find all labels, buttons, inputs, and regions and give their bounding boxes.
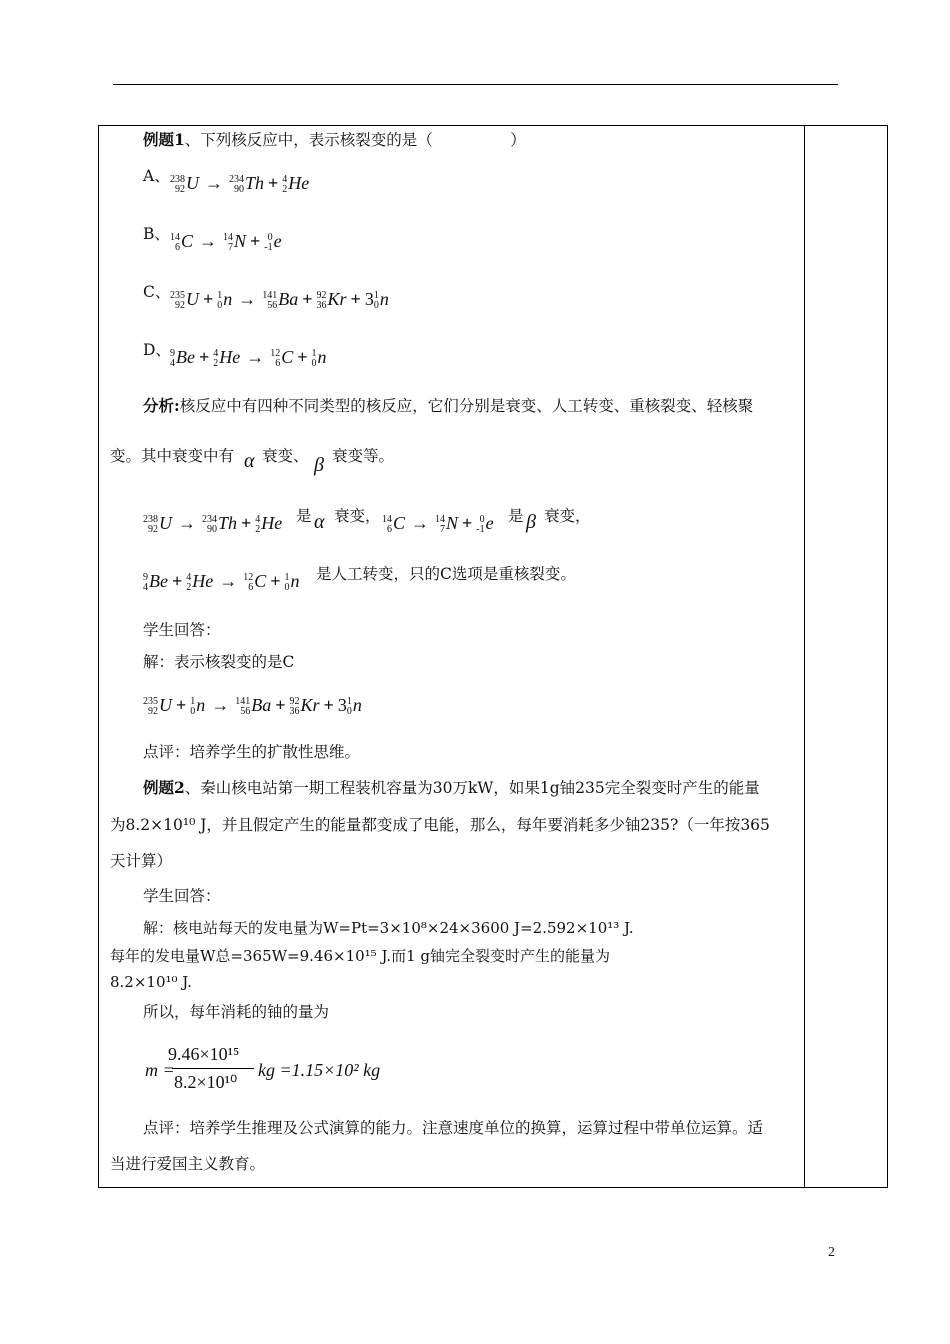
- solution-2-line4: 所以，每年消耗的铀的量为: [143, 1003, 330, 1021]
- option-a-equation: 238 92 U → 234 90 Th + 4 2 He: [170, 173, 310, 195]
- solution-1-equation: 235 92 U + 1 0 n → 141 56 Ba + 92 36 Kr + 3 1 0 n: [143, 695, 362, 717]
- formula-m: m =: [145, 1060, 175, 1080]
- header-rule: [113, 84, 838, 85]
- is-beta-text: 是: [508, 507, 524, 525]
- analysis-line1: 分析:核反应中有四种不同类型的核反应，它们分别是衰变、人工转变、重核裂变、轻核聚: [143, 396, 754, 415]
- analysis-eq-beta: 14 6 C → 14 7 N + 0 -1 e: [382, 513, 494, 535]
- formula-result: kg =1.15×10² kg: [258, 1060, 381, 1080]
- option-d-label: D、: [143, 341, 171, 359]
- beta-decay-text: 衰变等。: [332, 447, 395, 465]
- example2-line1: 例题2、秦山核电站第一期工程装机容量为30万kW，如果1g铀235完全裂变时产生的能量: [143, 778, 760, 797]
- option-c-equation: 235 92 U + 1 0 n → 141 56 Ba + 92 36 Kr + 3 1 0 n: [170, 289, 389, 311]
- beta-decay-text-2: 衰变，: [544, 507, 591, 525]
- beta-symbol: β: [314, 454, 324, 476]
- alpha-symbol-2: α: [314, 511, 325, 533]
- alpha-decay-text-2: 衰变，: [334, 507, 381, 525]
- option-c-label: C、: [143, 283, 171, 301]
- student-answer-1: 学生回答：: [143, 621, 221, 639]
- comment-2-line1: 点评：培养学生推理及公式演算的能力。注意速度单位的换算，运算过程中带单位运算。适: [143, 1119, 764, 1137]
- solution-2-line1: 解：核电站每天的发电量为W=Pt=3×10⁸×24×3600 J=2.592×10¹³ J.: [143, 919, 634, 937]
- example2-line2: 为8.2×10¹⁰ J，并且假定产生的能量都变成了电能，那么，每年要消耗多少铀235?（一年按365: [110, 816, 770, 834]
- example1-question: 例题1、下列核反应中，表示核裂变的是（ ）: [143, 130, 526, 149]
- option-d-equation: 9 4 Be + 4 2 He → 12 6 C + 1 0 n: [170, 347, 327, 369]
- column-divider: [804, 126, 805, 1187]
- solution-1: 解：表示核裂变的是C: [143, 653, 295, 671]
- student-answer-2: 学生回答：: [143, 887, 221, 905]
- example1-title: 例题1: [143, 130, 185, 149]
- beta-symbol-2: β: [526, 511, 536, 533]
- comment-1: 点评：培养学生的扩散性思维。: [143, 743, 361, 761]
- page-number: 2: [828, 1245, 835, 1260]
- analysis-eq-alpha: 238 92 U → 234 90 Th + 4 2 He: [143, 513, 283, 535]
- formula-numerator: 9.46×10¹⁵: [168, 1044, 240, 1064]
- analysis-line2: 变。其中衰变中有: [110, 447, 235, 465]
- formula-fraction-bar: [172, 1068, 254, 1069]
- solution-2-line3: 8.2×10¹⁰ J.: [110, 973, 192, 991]
- is-alpha-text: 是: [296, 507, 312, 525]
- example2-title: 例题2: [143, 778, 185, 797]
- solution-2-line2: 每年的发电量W总=365W=9.46×10¹⁵ J.而1 g铀完全裂变时产生的能量为: [110, 947, 610, 965]
- comment-2-line2: 当进行爱国主义教育。: [110, 1155, 266, 1173]
- artificial-text: 是人工转变，只的C选项是重核裂变。: [316, 565, 576, 583]
- option-a-label: A、: [143, 167, 170, 185]
- analysis-eq-artificial: 9 4 Be + 4 2 He → 12 6 C + 1 0 n: [143, 571, 300, 593]
- example2-line3: 天计算）: [110, 852, 173, 870]
- option-b-equation: 14 6 C → 14 7 N + 0 -1 e: [170, 231, 282, 253]
- alpha-decay-text: 衰变、: [262, 447, 309, 465]
- alpha-symbol: α: [244, 450, 255, 472]
- formula-denominator: 8.2×10¹⁰: [174, 1072, 238, 1092]
- option-b-label: B、: [143, 225, 170, 243]
